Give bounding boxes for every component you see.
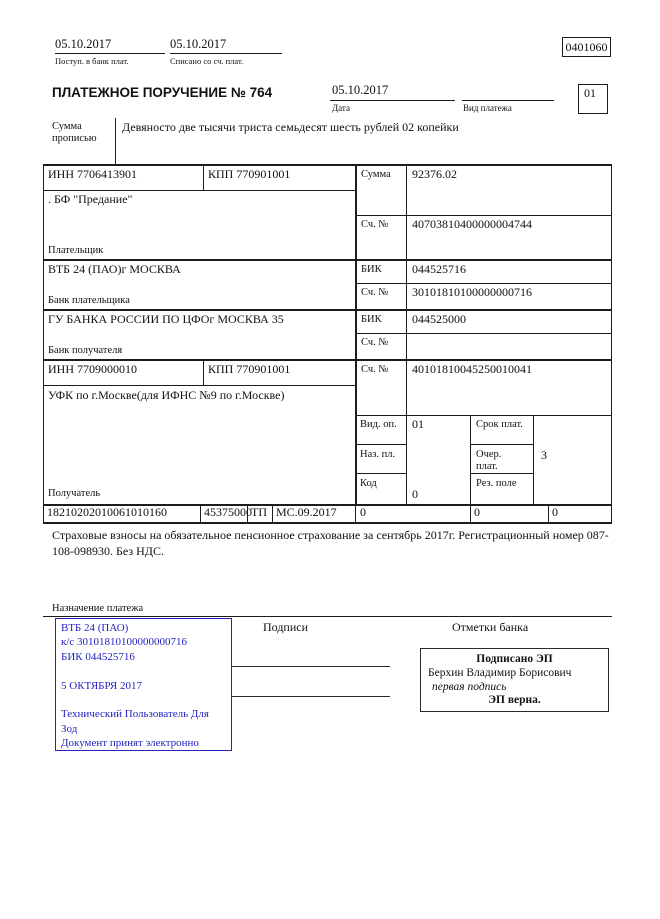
grid-line bbox=[43, 309, 612, 311]
tax-field-period: МС.09.2017 bbox=[276, 505, 337, 519]
grid-line bbox=[272, 504, 273, 523]
grid-line bbox=[43, 385, 356, 386]
stamp-line: ВТБ 24 (ПАО) bbox=[61, 622, 129, 634]
payer-bank-name: ВТБ 24 (ПАО)г МОСКВА bbox=[48, 262, 181, 276]
bank-marks-box bbox=[420, 648, 609, 712]
payer-bank-bik-label: БИК bbox=[361, 264, 382, 275]
amount-words-divider bbox=[115, 118, 116, 165]
signed-title: Подписано ЭП bbox=[476, 653, 553, 665]
form-code-box: 0401060 bbox=[562, 37, 611, 57]
payer-name: . БФ "Предание" bbox=[48, 192, 133, 206]
grid-line bbox=[200, 504, 201, 523]
payment-kind-underline bbox=[462, 100, 554, 101]
debited-date-label: Списано со сч. плат. bbox=[170, 56, 244, 66]
signature-line bbox=[232, 666, 390, 667]
debited-date: 05.10.2017 bbox=[170, 37, 227, 51]
grid-line bbox=[43, 522, 612, 524]
beneficiary-bank-bik-label: БИК bbox=[361, 314, 382, 325]
grid-line bbox=[203, 164, 204, 190]
beneficiary-bank-label: Банк получателя bbox=[48, 345, 123, 356]
stamp-line bbox=[61, 693, 226, 707]
doc-date: 05.10.2017 bbox=[332, 83, 389, 97]
received-date: 05.10.2017 bbox=[55, 37, 112, 51]
signatures-label: Подписи bbox=[263, 620, 309, 634]
grid-line bbox=[355, 283, 612, 284]
amount-value: 92376.02 bbox=[412, 167, 457, 181]
grid-line bbox=[355, 473, 407, 474]
beneficiary-account-value: 40101810045250010041 bbox=[412, 362, 532, 376]
tax-field-type: 0 bbox=[552, 505, 558, 519]
amount-words-label: Сумма прописью bbox=[52, 121, 97, 145]
beneficiary-bank-account-label: Сч. № bbox=[361, 337, 389, 348]
purpose-text: Страховые взносы на обязательное пенсионное страхование за сентябрь 2017г. Регистрационный номер 087-108-098930. Без НДС. bbox=[52, 528, 609, 558]
stamp-line: 5 ОКТЯБРЯ 2017 bbox=[61, 679, 142, 692]
purpose-label: Назначение платежа bbox=[52, 603, 144, 614]
payer-bank-account-label: Сч. № bbox=[361, 287, 389, 298]
term-label: Срок плат. bbox=[476, 419, 523, 430]
stamp-line: Зод bbox=[61, 722, 78, 735]
signature-line bbox=[232, 696, 390, 697]
payer-inn: ИНН 7706413901 bbox=[48, 167, 137, 181]
stamp-line: Документ принят электронно bbox=[61, 737, 199, 750]
doc-date-underline bbox=[330, 100, 455, 101]
debited-date-underline bbox=[170, 53, 282, 54]
tax-field-docdate: 0 bbox=[474, 505, 480, 519]
grid-line bbox=[355, 444, 407, 445]
received-date-label: Поступ. в банк плат. bbox=[55, 56, 129, 66]
tax-field-docnum: 0 bbox=[360, 505, 366, 519]
received-date-underline bbox=[55, 53, 165, 54]
purpose-underline bbox=[43, 616, 612, 617]
tax-field-basis: ТП bbox=[251, 505, 267, 519]
amount-label: Сумма bbox=[361, 169, 391, 180]
grid-line bbox=[43, 190, 356, 191]
grid-line bbox=[43, 164, 612, 166]
grid-line bbox=[611, 504, 612, 523]
signature-validity: ЭП верна. bbox=[488, 694, 541, 707]
stamp-line: Технический Пользователь Для bbox=[61, 708, 209, 721]
payer-account-label: Сч. № bbox=[361, 219, 389, 230]
bank-marks-label: Отметки банка bbox=[452, 620, 529, 634]
grid-line bbox=[548, 504, 549, 523]
payment-kind-label: Вид платежа bbox=[463, 103, 512, 113]
tax-field-kbk: 18210202010061010160 bbox=[47, 505, 167, 519]
grid-line bbox=[43, 359, 612, 361]
payer-label: Плательщик bbox=[48, 245, 104, 256]
order-label: Очер. плат. bbox=[476, 449, 502, 473]
payer-bank-label: Банк плательщика bbox=[48, 295, 130, 306]
stamp-line bbox=[61, 664, 226, 678]
beneficiary-inn: ИНН 7709000010 bbox=[48, 362, 137, 376]
order-value: 3 bbox=[541, 448, 547, 462]
grid-line bbox=[355, 215, 612, 216]
grid-line bbox=[470, 444, 533, 445]
grid-line bbox=[203, 359, 204, 385]
payer-bank-bik-value: 044525716 bbox=[412, 262, 466, 276]
stamp-line: к/с 30101810100000000716 bbox=[61, 636, 188, 649]
grid-line bbox=[355, 504, 356, 523]
op-type-label: Вид. оп. bbox=[360, 419, 397, 430]
doc-title: ПЛАТЕЖНОЕ ПОРУЧЕНИЕ № 764 bbox=[52, 85, 273, 100]
tax-field-oktmo: 45375000 bbox=[204, 505, 252, 519]
beneficiary-kpp: КПП 770901001 bbox=[208, 362, 291, 376]
payer-bank-account-value: 30101810100000000716 bbox=[412, 285, 532, 299]
code-label: Код bbox=[360, 478, 377, 489]
grid-line bbox=[43, 259, 612, 261]
stamp-line: БИК 044525716 bbox=[61, 650, 135, 663]
grid-line bbox=[43, 504, 44, 523]
purpose-code-label: Наз. пл. bbox=[360, 449, 396, 460]
beneficiary-name: УФК по г.Москве(для ИФНС №9 по г.Москве) bbox=[48, 388, 285, 402]
grid-line bbox=[355, 333, 612, 334]
beneficiary-bank-bik-value: 044525000 bbox=[412, 312, 466, 326]
signer-name: Берхин Владимир Борисович bbox=[428, 666, 572, 679]
beneficiary-label: Получатель bbox=[48, 488, 101, 499]
payer-account-value: 40703810400000004744 bbox=[412, 217, 532, 231]
grid-line bbox=[470, 473, 533, 474]
beneficiary-bank-name: ГУ БАНКА РОССИИ ПО ЦФОг МОСКВА 35 bbox=[48, 312, 284, 326]
bank-stamp bbox=[55, 618, 232, 751]
doc-date-label: Дата bbox=[332, 103, 350, 113]
grid-line bbox=[43, 164, 44, 505]
status-code-box: 01 bbox=[578, 84, 608, 114]
grid-line bbox=[470, 415, 471, 505]
amount-words-value: Девяносто две тысячи триста семьдесят шесть рублей 02 копейки bbox=[122, 120, 459, 134]
reserve-label: Рез. поле bbox=[476, 478, 517, 489]
payer-kpp: КПП 770901001 bbox=[208, 167, 291, 181]
grid-line bbox=[470, 504, 471, 523]
grid-line bbox=[533, 415, 534, 505]
code-value: 0 bbox=[412, 487, 418, 501]
beneficiary-account-label: Сч. № bbox=[361, 364, 389, 375]
op-type-value: 01 bbox=[412, 417, 424, 431]
grid-line bbox=[355, 415, 612, 416]
signature-kind: первая подпись bbox=[432, 680, 507, 693]
